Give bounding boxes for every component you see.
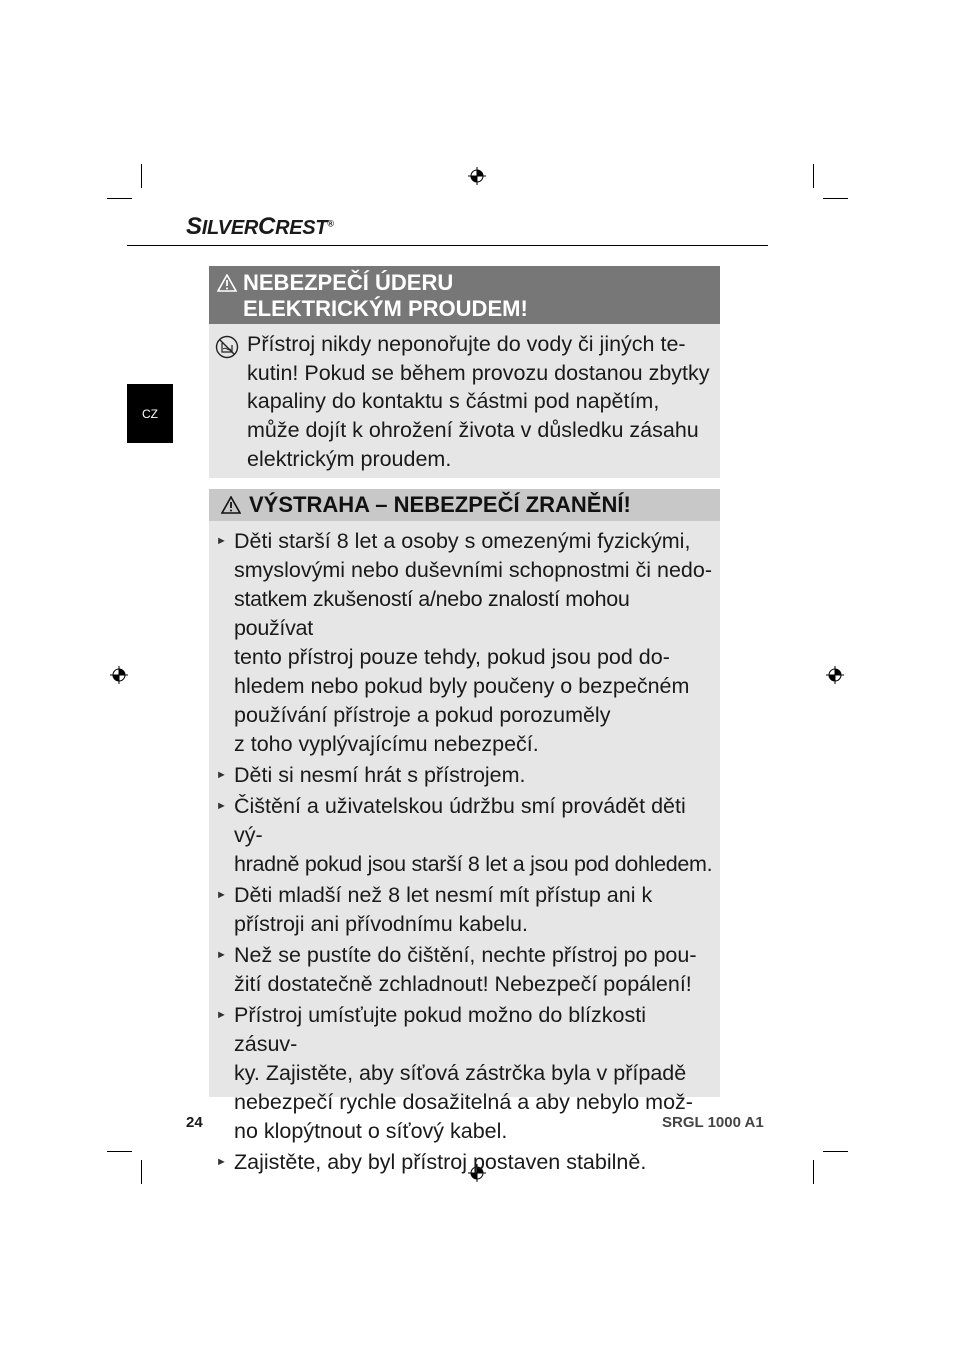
section-title-line: ELEKTRICKÝM PROUDEM! [243,296,528,321]
arrow-bullet-icon: ► [216,1009,227,1021]
crop-mark [813,164,814,188]
crop-mark [823,1151,848,1152]
crop-mark [813,1160,814,1184]
arrow-bullet-icon: ► [216,800,227,812]
item-line: smyslovými nebo duševními schopnostmi či nedo- [234,558,712,582]
crop-mark [107,1151,132,1152]
language-tab: CZ [127,384,173,443]
registration-mark-icon [110,666,128,684]
arrow-bullet-icon: ► [216,889,227,901]
page-number: 24 [186,1114,203,1131]
item-line: používání přístroje a pokud porozuměly [234,703,611,727]
crop-mark [107,198,132,199]
item-line: Čištění a uživatelskou údržbu smí provádět děti vý- [234,794,686,847]
warning-triangle-icon [217,270,243,324]
section-body [209,324,720,474]
crop-mark [141,164,142,188]
item-line: statkem zkušeností a/nebo znalostí mohou používat [234,587,630,640]
section-title: VÝSTRAHA – NEBEZPEČÍ ZRANĚNÍ! [249,492,631,517]
section-title-line: NEBEZPEČÍ ÚDERU [243,270,454,295]
section-heading [209,489,720,521]
no-immersion-icon [215,335,239,359]
item-line: nebezpečí rychle dosažitelná a aby nebylo mož- [234,1090,693,1114]
body-line: může dojít k ohrožení života v důsledku zásahu [247,418,699,443]
arrow-bullet-icon: ► [216,949,227,961]
item-line: žití dostatečně zchladnout! Nebezpečí popálení! [234,972,692,996]
list-item [216,881,714,939]
registration-mark-icon [826,666,844,684]
warning-triangle-icon [221,489,249,521]
item-line: z toho vyplývajícímu nebezpečí. [234,732,539,756]
body-line: kutin! Pokud se během provozu dostanou zbytky [247,360,710,385]
item-line: hradně pokud jsou starší 8 let a jsou pod dohledem. [234,852,713,876]
warning-list [209,521,720,1177]
item-line: hledem nebo pokud byly poučeny o bezpečném [234,674,690,698]
item-line: přístroji ani přívodnímu kabelu. [234,912,528,936]
arrow-bullet-icon: ► [216,769,227,781]
item-line: tento přístroj pouze tehdy, pokud jsou pod do- [234,645,670,669]
body-line: Přístroj nikdy neponořujte do vody či jiných te- [247,332,686,356]
model-number: SRGL 1000 A1 [662,1114,764,1131]
arrow-bullet-icon: ► [216,535,227,547]
list-item [216,1148,714,1177]
list-item [216,761,714,790]
item-line: Děti starší 8 let a osoby s omezenými fyzickými, [234,529,691,553]
item-line: Děti si nesmí hrát s přístrojem. [234,763,526,787]
section-heading [209,266,720,324]
list-item [216,527,714,759]
body-line: kapaliny do kontaktu s částmi pod napětím, [247,389,660,414]
crop-mark [141,1160,142,1184]
brand-logo: SILVERCREST® [186,213,334,240]
electric-shock-warning-panel [209,266,720,478]
header-rule [127,245,768,246]
item-line: Zajistěte, aby byl přístroj postaven stabilně. [234,1150,647,1174]
item-line: Než se pustíte do čištění, nechte přístroj po pou- [234,943,697,967]
item-line: no klopýtnout o síťový kabel. [234,1119,508,1143]
item-line: ky. Zajistěte, aby síťová zástrčka byla v případě [234,1061,687,1085]
list-item [216,792,714,879]
list-item [216,1001,714,1146]
item-line: Přístroj umísťujte pokud možno do blízkosti zásuv- [234,1003,646,1056]
item-line: Děti mladší než 8 let nesmí mít přístup ani k [234,883,653,907]
list-item [216,941,714,999]
crop-mark [823,198,848,199]
registration-mark-icon [468,167,486,185]
arrow-bullet-icon: ► [216,1156,227,1168]
body-line: elektrickým proudem. [247,446,452,471]
